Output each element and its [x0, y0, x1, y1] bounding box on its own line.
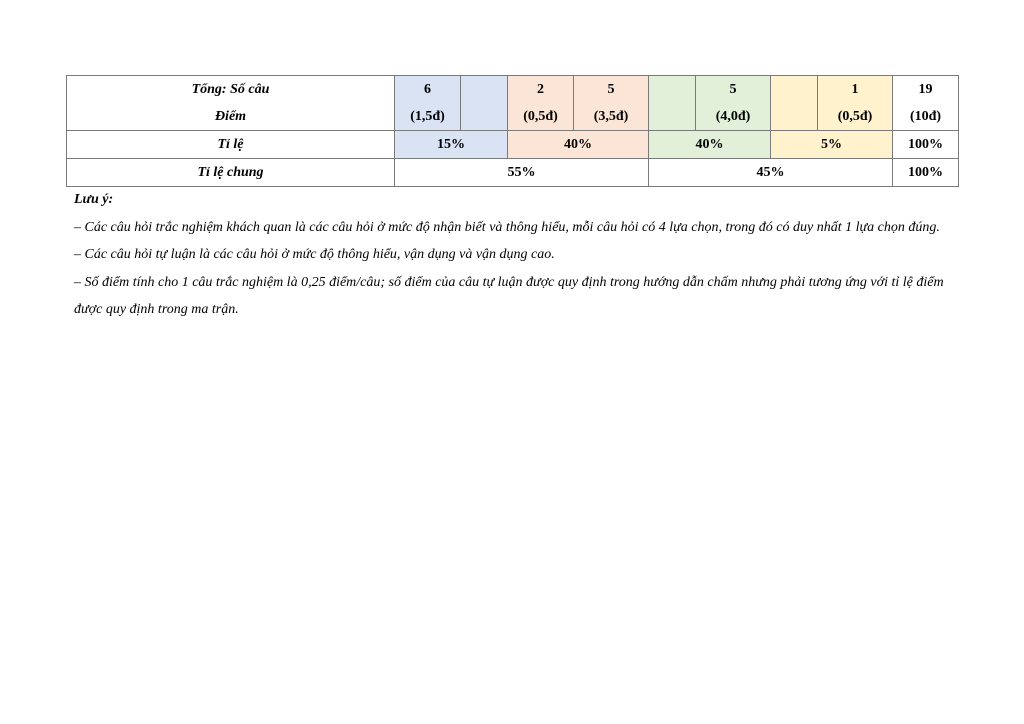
total-count: 5: [607, 82, 615, 97]
table-row-ratio: [67, 131, 959, 159]
total-cell-3: [508, 76, 574, 131]
ratio-cell-3: 40%: [649, 131, 771, 159]
total-cell-2: [461, 76, 508, 131]
total-points: (4,0đ): [715, 109, 751, 124]
total-count: 19: [918, 82, 933, 97]
total-count-label: Tổng: Số câu: [191, 82, 270, 97]
overall-cell-2: 45%: [649, 159, 893, 187]
total-cell-8: [818, 76, 893, 131]
total-cell-sum: [893, 76, 959, 131]
total-count: [771, 76, 817, 103]
total-cell-5: [649, 76, 696, 131]
total-count: 1: [851, 82, 859, 97]
ratio-cell-2: 40%: [508, 131, 649, 159]
total-points: (10đ): [909, 109, 942, 124]
table-row-overall: [67, 159, 959, 187]
total-count: 6: [424, 82, 431, 97]
ratio-cell-sum: 100%: [893, 131, 959, 159]
note-item: – Các câu hỏi tự luận là các câu hỏi ở mức độ thông hiểu, vận dụng và vận dụng cao.: [74, 247, 555, 262]
ratio-cell-1: 15%: [395, 131, 508, 159]
overall-cell-1: 55%: [395, 159, 649, 187]
total-cell-4: [574, 76, 649, 131]
total-cell-6: [696, 76, 771, 131]
total-count: [649, 76, 695, 103]
note-item: – Số điểm tính cho 1 câu trắc nghiệm là 0,25 điểm/câu; số điểm của câu tự luận được quy định trong hướng dẫn chấm nhưng phải tương ứng với tỉ lệ điểm được quy định trong ma trận.: [74, 274, 944, 317]
notes-section: [66, 186, 958, 324]
total-points: (0,5đ): [837, 109, 873, 124]
document-page: [66, 75, 958, 324]
overall-label: Tỉ lệ chung: [67, 159, 395, 187]
total-cell-7: [771, 76, 818, 131]
total-points: (0,5đ): [523, 109, 558, 124]
overall-cell-sum: 100%: [893, 159, 959, 187]
total-points: [771, 103, 817, 130]
table-row-total: [67, 76, 959, 131]
total-count: 2: [537, 82, 544, 97]
total-points: (1,5đ): [410, 109, 445, 124]
total-count: [461, 76, 507, 103]
note-item: – Các câu hỏi trắc nghiệm khách quan là các câu hỏi ở mức độ nhận biết và thông hiểu, mỗi câu hỏi có 4 lựa chọn, trong đó có duy nhất 1 lựa chọn đúng.: [74, 219, 940, 235]
total-points: [461, 103, 507, 130]
ratio-cell-4: 5%: [771, 131, 893, 159]
ratio-label: Tỉ lệ: [67, 131, 395, 159]
total-points: [649, 103, 695, 130]
total-points: (3,5đ): [593, 109, 629, 124]
total-count: 5: [729, 82, 737, 97]
total-label-cell: [67, 76, 395, 131]
total-cell-1: [395, 76, 461, 131]
notes-title: Lưu ý:: [74, 192, 114, 207]
total-points-label: Điểm: [214, 109, 247, 124]
matrix-summary-table: [66, 75, 959, 187]
